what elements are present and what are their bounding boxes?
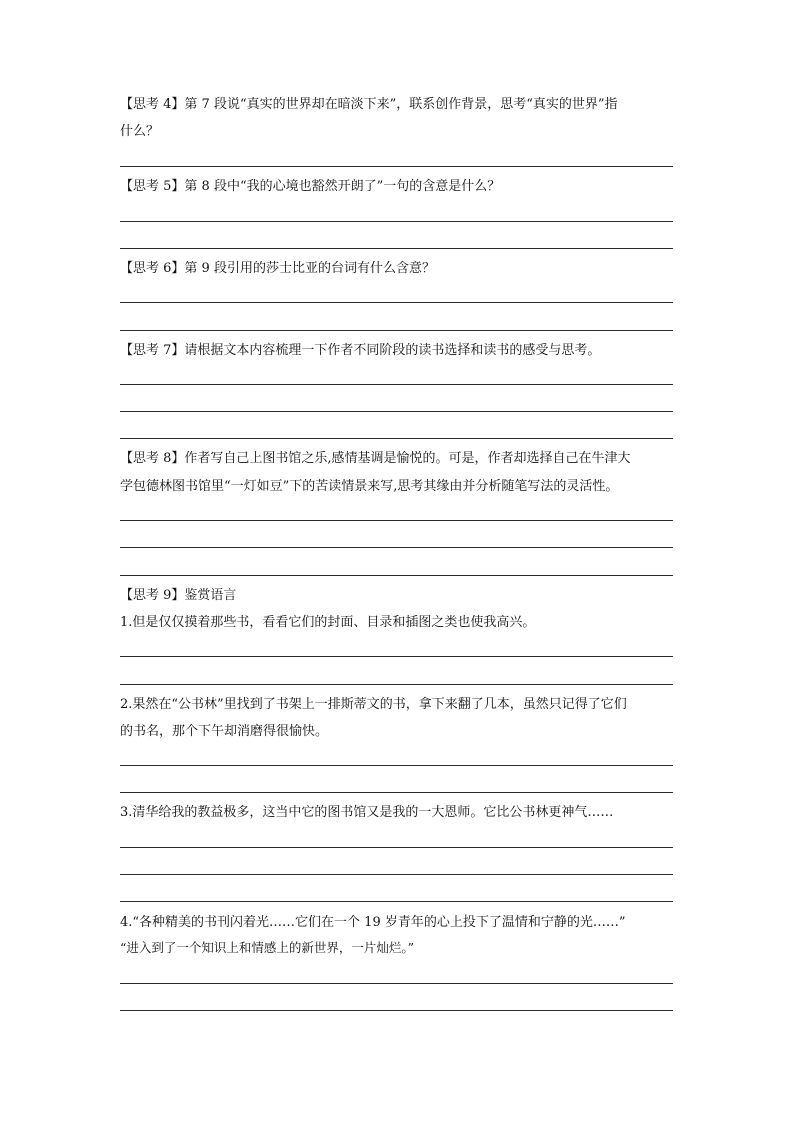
question-8-line-2: 学包德林图书馆里“一灯如豆”下的苦读情景来写,思考其缘由并分析随笔写法的灵活性。 (120, 479, 619, 494)
question-9-item-2-line-2: 的书名，那个下午却消磨得很愉快。 (120, 724, 329, 739)
answer-line[interactable] (120, 575, 673, 576)
answer-line[interactable] (120, 330, 673, 331)
answer-line[interactable] (120, 983, 673, 984)
answer-line[interactable] (120, 221, 673, 222)
answer-line[interactable] (120, 166, 673, 167)
answer-line[interactable] (120, 1010, 673, 1011)
answer-line[interactable] (120, 438, 673, 439)
question-6: 【思考 6】第 9 段引用的莎士比亚的台词有什么含意？ (120, 261, 435, 276)
answer-line[interactable] (120, 792, 673, 793)
question-9-item-4-line-1: 4.“各种精美的书刊闪着光……它们在一个 19 岁青年的心上投下了温情和宁静的光……” (120, 915, 626, 930)
answer-line[interactable] (120, 765, 673, 766)
question-9-title: 【思考 9】鉴赏语言 (120, 588, 237, 603)
question-9-item-2-line-1: 2.果然在“公书林”里找到了书架上一排斯蒂文的书，拿下来翻了几本，虽然只记得了它们 (120, 697, 627, 712)
question-9-item-4-line-2: “进入到了一个知识上和情感上的新世界，一片灿烂。” (120, 940, 415, 955)
question-9-item-3: 3.清华给我的教益极多，这当中它的图书馆又是我的一大恩师。它比公书林更神气…… (120, 805, 614, 820)
answer-line[interactable] (120, 547, 673, 548)
question-5: 【思考 5】第 8 段中“我的心境也豁然开朗了”一句的含意是什么？ (120, 179, 501, 194)
question-7: 【思考 7】请根据文本内容梳理一下作者不同阶段的读书选择和读书的感受与思考。 (120, 343, 601, 358)
answer-line[interactable] (120, 847, 673, 848)
answer-line[interactable] (120, 302, 673, 303)
answer-line[interactable] (120, 248, 673, 249)
answer-line[interactable] (120, 520, 673, 521)
answer-line[interactable] (120, 684, 673, 685)
answer-line[interactable] (120, 384, 673, 385)
question-4-line-2: 什么？ (120, 124, 160, 139)
question-8-line-1: 【思考 8】作者写自己上图书馆之乐,感情基调是愉悦的。可是，作者却选择自己在牛津大 (120, 451, 631, 466)
question-4-line-1: 【思考 4】第 7 段说“真实的世界却在暗淡下来”，联系创作背景，思考“真实的世界”指 (120, 97, 618, 112)
answer-line[interactable] (120, 411, 673, 412)
answer-line[interactable] (120, 874, 673, 875)
question-9-item-1: 1.但是仅仅摸着那些书，看看它们的封面、目录和插图之类也使我高兴。 (120, 615, 536, 630)
answer-line[interactable] (120, 656, 673, 657)
answer-line[interactable] (120, 901, 673, 902)
